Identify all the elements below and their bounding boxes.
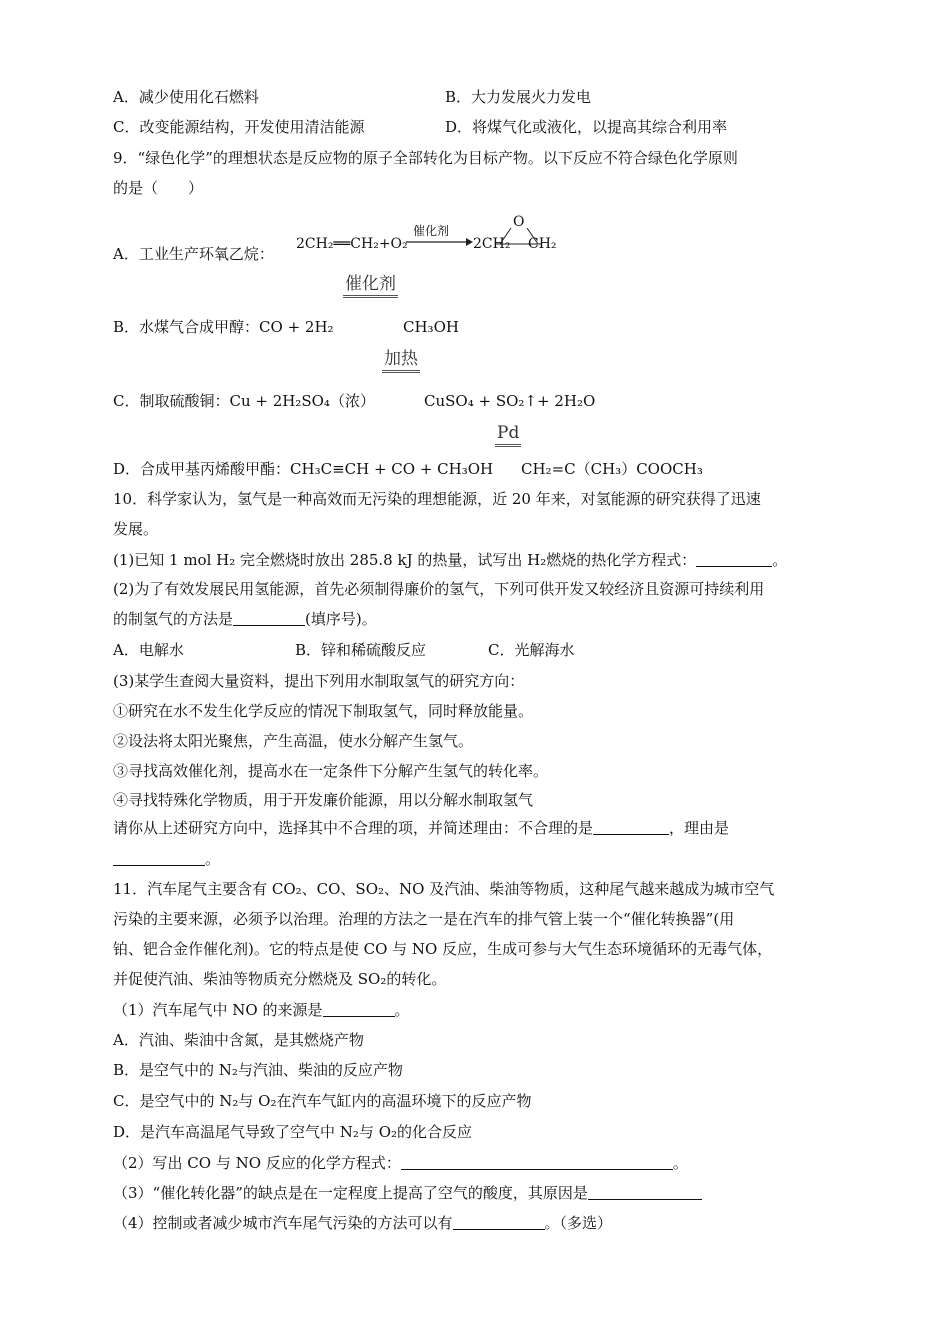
- q10-part2-answer-blank[interactable]: [233, 609, 305, 626]
- q8-option-b: B．大力发展火力发电: [445, 88, 592, 106]
- q11-sub1-blank[interactable]: [323, 1000, 395, 1017]
- q10-ask: [113, 817, 729, 839]
- q10-direction-3: ③寻找高效催化剂，提高水在一定条件下分解产生氢气的转化率。: [113, 762, 549, 780]
- q10-part1-text: (1)已知 1 mol H₂ 完全燃烧时放出 285.8 kJ 的热量，试写出 H₂燃烧的热化学方程式：: [113, 551, 697, 569]
- q10-direction-1: ①研究在水不发生化学反应的情况下制取氢气，同时释放能量。: [113, 702, 534, 720]
- q11-sub1: [113, 999, 410, 1021]
- q10-reason-blank[interactable]: [113, 849, 205, 866]
- q9-d-condition: Pd: [495, 423, 521, 447]
- q9-option-d: D．合成甲基丙烯酸甲酯：CH₃C≡CH + CO + CH₃OH: [113, 460, 494, 478]
- q8-option-d: D．将煤气化或液化，以提高其综合利用率: [445, 118, 728, 136]
- q11-sub1-text: （1）汽车尾气中 NO 的来源是: [113, 1001, 323, 1019]
- q9-option-b-product: CH₃OH: [403, 318, 459, 336]
- q8-option-c: C．改变能源结构，开发使用清洁能源: [113, 118, 365, 136]
- q11-sub4-text: （4）控制或者减少城市汽车尾气污染的方法可以有: [113, 1214, 453, 1232]
- q10-stem-line1: 10．科学家认为，氢气是一种高效而无污染的理想能源，近 20 年来，对氢能源的研究获得了迅速: [113, 490, 761, 508]
- q10-part1-answer-blank[interactable]: [696, 550, 772, 567]
- q10-option-b: B．锌和稀硫酸反应: [295, 641, 427, 659]
- epoxide-catalyst-label: 催化剂: [413, 224, 450, 238]
- q10-unreasonable-blank[interactable]: [593, 818, 669, 835]
- q11-sub2-text: （2）写出 CO 与 NO 反应的化学方程式：: [113, 1154, 401, 1172]
- q10-part2-line1: (2)为了有效发展民用氢能源，首先必须制得廉价的氢气，下列可供开发又较经济且资源可持续利用: [113, 580, 765, 598]
- q11-sub1-option-b: B．是空气中的 N₂与汽油、柴油的反应产物: [113, 1061, 403, 1079]
- q11-sub2: [113, 1152, 688, 1174]
- epoxide-product-right: CH₂: [528, 236, 557, 252]
- q9-c-condition: 加热: [382, 349, 420, 373]
- q10-option-a: A．电解水: [113, 641, 184, 659]
- q9-stem-line1: 9．“绿色化学”的理想状态是反应物的原子全部转化为目标产物。以下反应不符合绿色化学原则: [113, 149, 738, 167]
- q10-stem-line2: 发展。: [113, 520, 159, 538]
- epoxide-oxygen: O: [513, 214, 525, 230]
- q9-option-b: B．水煤气合成甲醇：CO + 2H₂: [113, 318, 334, 336]
- q10-ask-text: 请你从上述研究方向中，选择其中不合理的项，并简述理由：不合理的是: [113, 819, 594, 837]
- q11-sub1-option-d: D．是汽车高温尾气导致了空气中 N₂与 O₂的化合反应: [113, 1123, 473, 1141]
- q9-option-a-equation: [296, 214, 566, 264]
- q11-sub4-end: 。（多选）: [544, 1214, 613, 1232]
- q11-sub2-end: 。: [672, 1154, 688, 1172]
- q10-ask-mid: ，理由是: [669, 819, 730, 837]
- q11-stem-line3: 铂、钯合金作催化剂)。它的特点是使 CO 与 NO 反应，生成可参与大气生态环境循环的无毒气体，: [113, 940, 773, 958]
- q10-reason-end: 。: [205, 850, 221, 868]
- q11-sub1-end: 。: [394, 1001, 410, 1019]
- q9-option-a-label: A．工业生产环氧乙烷：: [113, 245, 274, 263]
- q10-direction-4: ④寻找特殊化学物质，用于开发廉价能源，用以分解水制取氢气: [113, 791, 534, 809]
- q11-sub3-text: （3）“催化转化器”的缺点是在一定程度上提高了空气的酸度，其原因是: [113, 1184, 588, 1202]
- q11-stem-line2: 污染的主要来源，必须予以治理。治理的方法之一是在汽车的排气管上装一个“催化转换器”(用: [113, 910, 735, 928]
- q8-option-a: A．减少使用化石燃料: [113, 88, 259, 106]
- q11-stem-line1: 11．汽车尾气主要含有 CO₂、CO、SO₂、NO 及汽油、柴油等物质，这种尾气越来越成为城市空气: [113, 880, 775, 898]
- q10-part2-text: 的制氢气的方法是: [113, 610, 234, 628]
- q11-sub4-blank[interactable]: [453, 1213, 545, 1230]
- q10-part1: [113, 549, 787, 571]
- q10-part3: (3)某学生查阅大量资料，提出下列用水制取氢气的研究方向：: [113, 672, 525, 690]
- reaction-arrow-icon: [406, 236, 474, 248]
- q10-option-c: C．光解海水: [488, 641, 575, 659]
- q10-direction-2: ②设法将太阳光聚焦，产生高温，使水分解产生氢气。: [113, 732, 474, 750]
- q11-sub1-option-c: C．是空气中的 N₂与 O₂在汽车气缸内的高温环境下的反应产物: [113, 1092, 532, 1110]
- q9-option-c: C．制取硫酸铜：Cu + 2H₂SO₄（浓）: [113, 392, 375, 410]
- epoxide-product-left: 2CH₂: [473, 236, 511, 252]
- q11-stem-line4: 并促使汽油、柴油等物质充分燃烧及 SO₂的转化。: [113, 970, 447, 988]
- q9-stem-line2: 的是（ ）: [113, 179, 204, 197]
- q10-part1-end: 。: [772, 551, 788, 569]
- q9-option-c-product: CuSO₄ + SO₂↑+ 2H₂O: [424, 392, 596, 410]
- q11-sub1-option-a: A．汽油、柴油中含氮，是其燃烧产物: [113, 1031, 364, 1049]
- q9-option-d-product: CH₂=C（CH₃）COOCH₃: [521, 460, 703, 478]
- q9-b-condition: 催化剂: [343, 274, 398, 298]
- q10-part2-line2: [113, 608, 377, 630]
- q11-sub3: [113, 1182, 702, 1204]
- q11-sub3-blank[interactable]: [588, 1183, 702, 1200]
- q10-part2-end: (填序号)。: [305, 610, 377, 628]
- q11-sub4: [113, 1212, 612, 1234]
- q10-reason-line: [113, 848, 220, 870]
- q11-sub2-blank[interactable]: [401, 1153, 673, 1170]
- epoxide-reactants: 2CH₂══CH₂+O₂: [296, 236, 408, 252]
